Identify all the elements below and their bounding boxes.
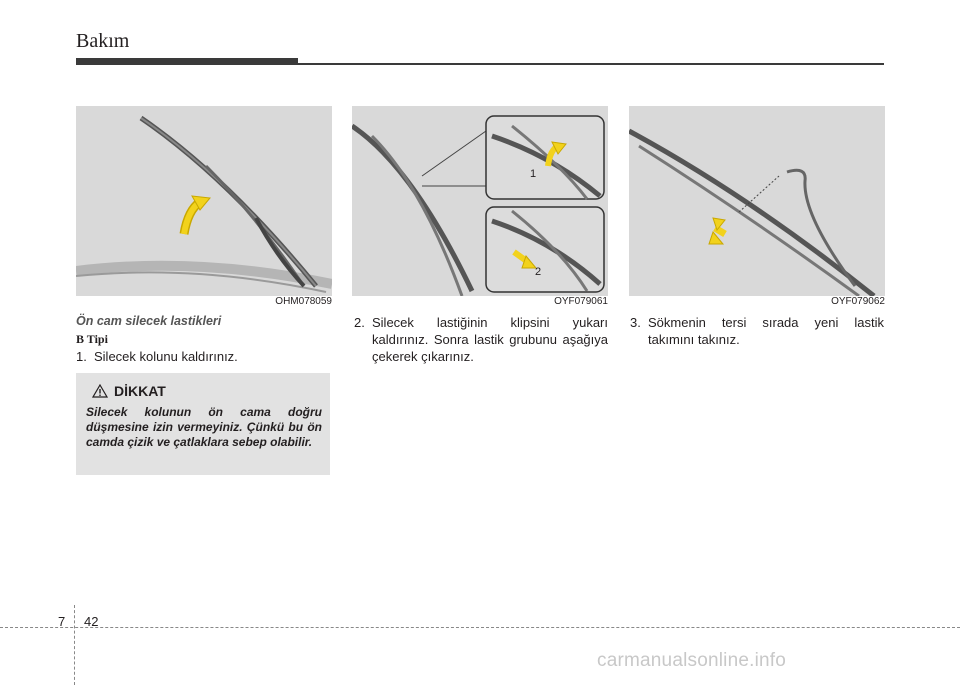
header-rule bbox=[76, 63, 884, 65]
step-number: 2. bbox=[354, 315, 365, 330]
wiper-refit-illustration bbox=[629, 106, 885, 296]
step-number: 3. bbox=[630, 315, 641, 330]
figure-code: OHM078059 bbox=[275, 296, 332, 307]
step-number: 1. bbox=[76, 349, 87, 364]
footer-divider bbox=[74, 605, 75, 685]
figure-wiper-refit bbox=[629, 106, 885, 296]
figure-code: OYF079062 bbox=[831, 296, 885, 307]
step-text: Silecek lastiğinin klipsini yukarı kaldırınız. Sonra lastik grubunu aşağıya çekerek çıkarınız. bbox=[372, 315, 608, 364]
footer-rule bbox=[0, 627, 960, 628]
warning-triangle-icon bbox=[92, 384, 108, 398]
callout-2: 2 bbox=[535, 266, 542, 278]
wiper-clip-illustration bbox=[352, 106, 608, 296]
step-text: Silecek kolunu kaldırınız. bbox=[94, 349, 238, 364]
chapter-number: 7 bbox=[58, 614, 66, 629]
figure-code: OYF079061 bbox=[554, 296, 608, 307]
figure-wiper-arm-lift bbox=[76, 106, 332, 296]
inset-step-2 bbox=[486, 207, 604, 292]
page-number: 42 bbox=[84, 614, 99, 629]
callout-1: 1 bbox=[530, 168, 537, 180]
step-1 bbox=[76, 348, 330, 365]
figure-wiper-clip-release bbox=[352, 106, 608, 296]
step-text: Sökmenin tersi sırada yeni lastik takımını takınız. bbox=[648, 315, 884, 347]
caution-header bbox=[92, 383, 166, 399]
watermark: carmanualsonline.info bbox=[597, 650, 787, 671]
wiper-arm-illustration bbox=[76, 106, 332, 296]
caution-text: Silecek kolunun ön cama doğru düşmesine izin vermeyiniz. Çünkü bu ön camda çizik ve çatlaklara sebep olabilir. bbox=[86, 405, 322, 449]
caution-title: DİKKAT bbox=[114, 383, 166, 399]
caution-box bbox=[76, 373, 330, 475]
page-header-title: Bakım bbox=[76, 30, 130, 52]
section-title: Ön cam silecek lastikleri bbox=[76, 314, 222, 328]
section-subtitle: B Tipi bbox=[76, 332, 108, 346]
step-3 bbox=[630, 314, 884, 348]
step-2 bbox=[354, 314, 608, 365]
